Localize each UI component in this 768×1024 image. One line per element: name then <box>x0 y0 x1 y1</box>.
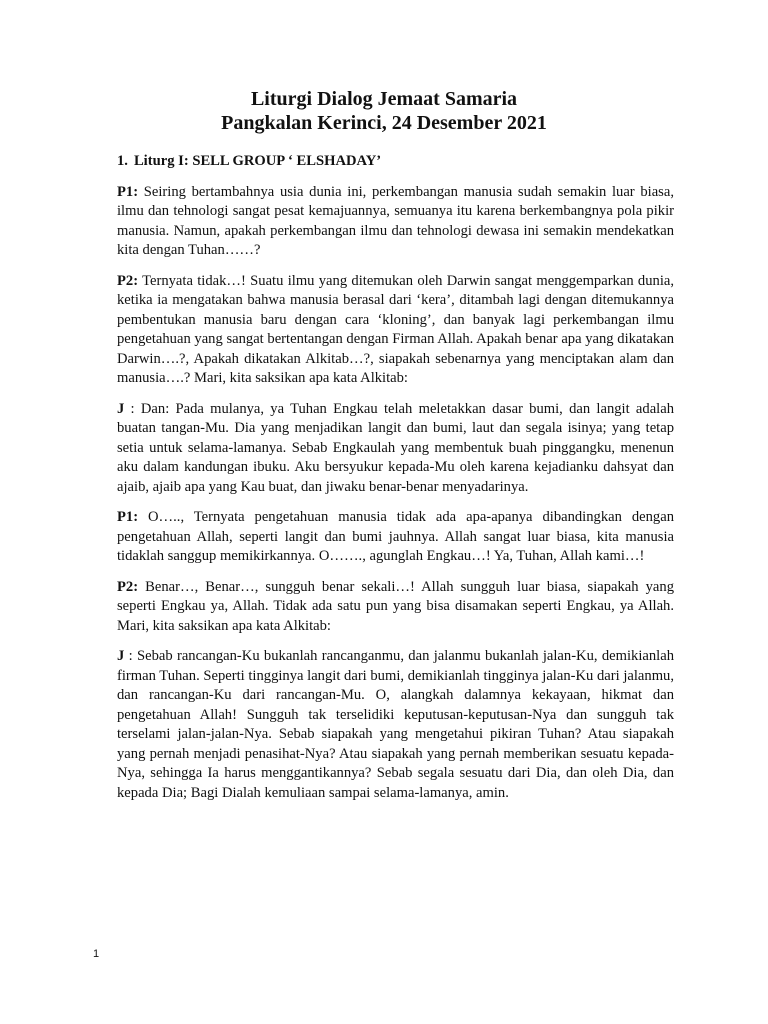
dialog-paragraph-p2 <box>117 578 674 637</box>
paragraph-text: O….., Ternyata pengetahuan manusia tidak ada apa-apanya dibandingkan dengan pengetahuan Allah, seperti langit dan bumi jauhnya. Allah sangat luar biasa, kita manusia tidaklah sanggup memikirkannya. O……., agunglah Engkau…! Ya, Tuhan, Allah kami…! <box>117 509 674 564</box>
speaker-label: J <box>117 400 125 417</box>
document-body <box>117 152 674 814</box>
dialog-paragraph-p2 <box>117 272 674 389</box>
dialog-paragraph-p1 <box>117 183 674 261</box>
page-number: 1 <box>93 948 100 960</box>
dialog-paragraph-j <box>117 400 674 498</box>
paragraph-text: Ternyata tidak…! Suatu ilmu yang ditemukan oleh Darwin sangat menggemparkan dunia, ketika ia mengatakan bahwa manusia berasal dari ‘kera’, ditambah lagi dengan ditemukannya pembentukan manusia baru dengan cara ‘kloning’, dan banyak lagi perkembangan ilmu pengetahuan yang sangat bertentangan dengan Firman Allah. Apakah benar apa yang dikatakan Darwin….?, Apakah dikatakan Alkitab…?, siapakah sebenarnya yang menciptakan alam dan manusia….? Mari, kita saksikan apa kata Alkitab: <box>117 272 674 386</box>
speaker-label: P2: <box>117 272 139 289</box>
document-title: Liturgi Dialog Jemaat Samaria <box>250 88 518 110</box>
paragraph-text: Benar…, Benar…, sungguh benar sekali…! Allah sungguh luar biasa, siapakah yang seperti Engkau ya, Allah. Tidak ada satu pun yang bisa disamakan seperti Engkau, ya Allah. Mari, kita saksikan apa kata Alkitab: <box>117 578 674 634</box>
speaker-label: P1: <box>117 509 139 525</box>
paragraph-text: : Sebab rancangan-Ku bukanlah rancanganmu, dan jalanmu bukanlah jalan-Ku, demikianlah firman Tuhan. Seperti tingginya langit dari bumi, demikianlah tingginya jalan-Ku dari jalanmu, dan rancangan-Ku dari rancangan-Mu. O, alangkah dalamnya kekayaan, hikmat dan pengetahuan Allah! Sungguh tak terselidiki keputusan-keputusan-Nya dan sungguh tak terselami jalan-jalan-Nya. Sebab siapakah yang mengetahui pikiran Tuhan? Atau siapakah yang pernah menjadi penasihat-Nya? Atau siapakah yang pernah memberikan sesuatu kepada-Nya, sehingga Ia harus menggantikannya? Sebab segala sesuatu dari Dia, dan oleh Dia, dan kepada Dia; Bagi Dialah kemuliaan sampai selama-lamanya, amin. <box>117 648 674 801</box>
dialog-paragraph-j <box>117 647 674 803</box>
paragraph-text: Seiring bertambahnya usia dunia ini, perkembangan manusia sudah semakin luar biasa, ilmu dan tehnologi sangat pesat kemajuannya, semuanya itu karena berkembangnya pola pikir manusia. Namun, apakah perkembangan ilmu dan tehnologi dewasa ini semakin mendekatkan kita dengan Tuhan……? <box>117 183 674 258</box>
paragraph-text: : Dan: Pada mulanya, ya Tuhan Engkau telah meletakkan dasar bumi, dan langit adalah buatan tangan-Mu. Dia yang menjadikan langit dan bumi, laut dan segala isinya; yang tetap setia untuk selama-lamanya. Sebab Engkaulah yang membentuk buah pinggangku, menenun aku dalam kandungan ibuku. Aku bersyukur kepada-Mu oleh karena kejadianku dahsyat dan ajaib, ajaib apa yang Kau buat, dan jiwaku benar-benar menyadarinya. <box>117 400 674 495</box>
section-label: Liturg I: SELL GROUP ‘ ELSHADAY’ <box>133 153 382 169</box>
title-block <box>0 87 768 135</box>
section-heading <box>117 152 674 172</box>
dialog-paragraph-p1 <box>117 508 674 567</box>
document-subtitle: Pangkalan Kerinci, 24 Desember 2021 <box>221 112 547 134</box>
speaker-label: J <box>117 648 125 664</box>
section-number: 1. <box>117 153 128 169</box>
speaker-label: P2: <box>117 578 139 595</box>
speaker-label: P1: <box>117 183 139 200</box>
